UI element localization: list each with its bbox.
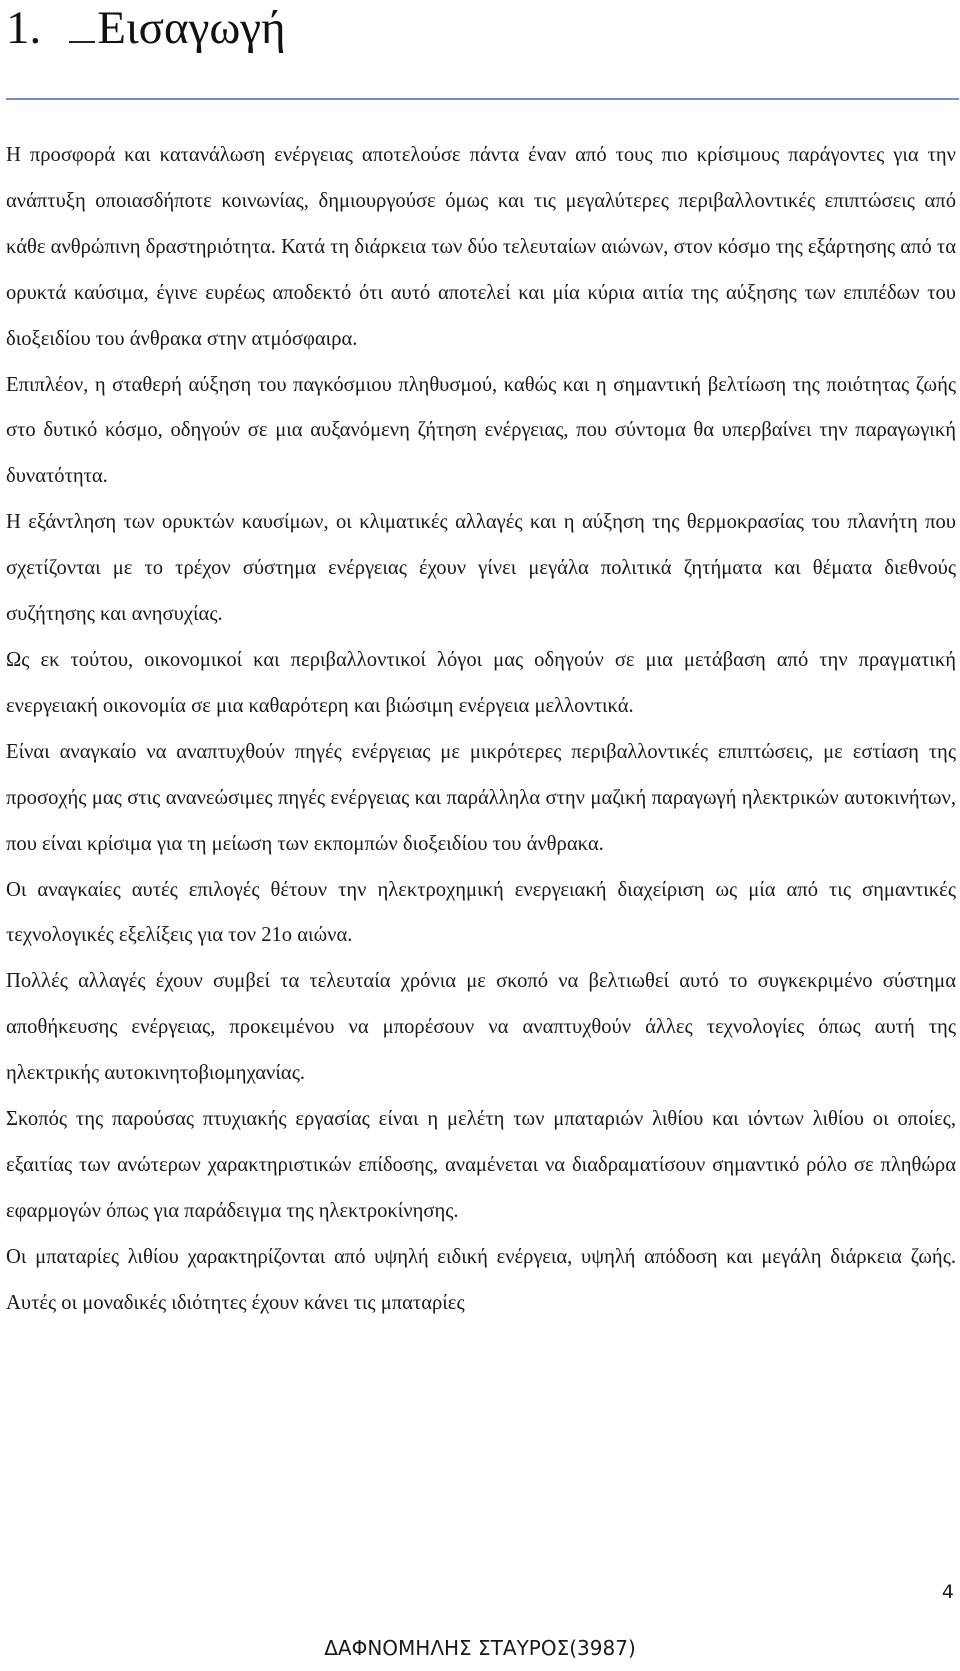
paragraph: Σκοπός της παρούσας πτυχιακής εργασίας είναι η μελέτη των μπαταριών λιθίου και ιόντων λιθίου οι οποίες, εξαιτίας των ανώτερων χαρακτηριστικών επίδοσης, αναμένεται να διαδραματίσουν σημαντικό ρόλο σε πληθώρα εφαρμογών όπως για παράδειγμα της ηλεκτροκίνησης.	[6, 1108, 956, 1222]
page-number: 4	[941, 1581, 954, 1603]
section-heading	[6, 0, 286, 64]
body-text	[6, 133, 956, 1327]
section-title: Εισαγωγή	[97, 2, 286, 54]
paragraph: Ως εκ τούτου, οικονομικοί και περιβαλλοντικοί λόγοι μας οδηγούν σε μια μετάβαση από την πραγματική ενεργειακή οικονομία σε μια καθαρότερη και βιώσιμη ενέργεια μελλοντικά.	[6, 648, 956, 717]
paragraph: Πολλές αλλαγές έχουν συμβεί τα τελευταία χρόνια με σκοπό να βελτιωθεί αυτό το συγκεκριμένο σύστημα αποθήκευσης ενέργειας, προκειμένου να μπορέσουν να αναπτυχθούν άλλες τεχνολογίες όπως αυτή της ηλεκτρικής αυτοκινητοβιομηχανίας.	[6, 970, 956, 1085]
paragraph: Η προσφορά και κατανάλωση ενέργειας αποτελούσε πάντα έναν από τους πιο κρίσιμους παράγοντες για την ανάπτυξη οποιασδήποτε κοινωνίας, δημιουργούσε όμως και τις μεγαλύτερες περιβαλλοντικές επιπτώσεις από κάθε ανθρώπινη δραστηριότητα. Κατά τη διάρκεια των δύο τελευταίων αιώνων, στον κόσμο της εξάρτησης από τα ορυκτά καύσιμα, έγινε ευρέως αποδεκτό ότι αυτό αποτελεί και μία κύρια αιτία της αύξησης των επιπέδων του διοξειδίου του άνθρακα στην ατμόσφαιρα.	[6, 144, 956, 350]
paragraph: Επιπλέον, η σταθερή αύξηση του παγκόσμιου πληθυσμού, καθώς και η σημαντική βελτίωση της ποιότητας ζωής στο δυτικό κόσμο, οδηγούν σε μια αυξανόμενη ζήτηση ενέργειας, που σύντομα θα υπερβαίνει την παραγωγική δυνατότητα.	[6, 373, 956, 488]
paragraph: Οι μπαταρίες λιθίου χαρακτηρίζονται από υψηλή ειδική ενέργεια, υψηλή απόδοση και μεγάλη διάρκεια ζωής. Αυτές οι μοναδικές ιδιότητες έχουν κάνει τις μπαταρίες	[6, 1245, 956, 1314]
paragraph: Η εξάντληση των ορυκτών καυσίμων, οι κλιματικές αλλαγές και η αύξηση της θερμοκρασίας του πλανήτη που σχετίζονται με το τρέχον σύστημα ενέργειας έχουν γίνει μεγάλα πολιτικά ζητήματα και θέματα διεθνούς συζήτησης και ανησυχίας.	[6, 511, 956, 626]
heading-rule	[6, 98, 959, 100]
section-number: 1.	[6, 2, 42, 54]
heading-underscore-mark	[69, 41, 95, 43]
paragraph: Είναι αναγκαίο να αναπτυχθούν πηγές ενέργειας με μικρότερες περιβαλλοντικές επιπτώσεις, με εστίαση της προσοχής μας στις ανανεώσιμες πηγές ενέργειας και παράλληλα στην μαζική παραγωγή ηλεκτρικών αυτοκινήτων, που είναι κρίσιμα για τη μείωση των εκπομπών διοξειδίου του άνθρακα.	[6, 740, 956, 855]
footer-author: ΔΑΦΝΟΜΗΛΗΣ ΣΤΑΥΡΟΣ(3987)	[324, 1636, 636, 1660]
paragraph: Οι αναγκαίες αυτές επιλογές θέτουν την ηλεκτροχημική ενεργειακή διαχείριση ως μία από τις σημαντικές τεχνολογικές εξελίξεις για τον 21ο αιώνα.	[6, 878, 956, 947]
